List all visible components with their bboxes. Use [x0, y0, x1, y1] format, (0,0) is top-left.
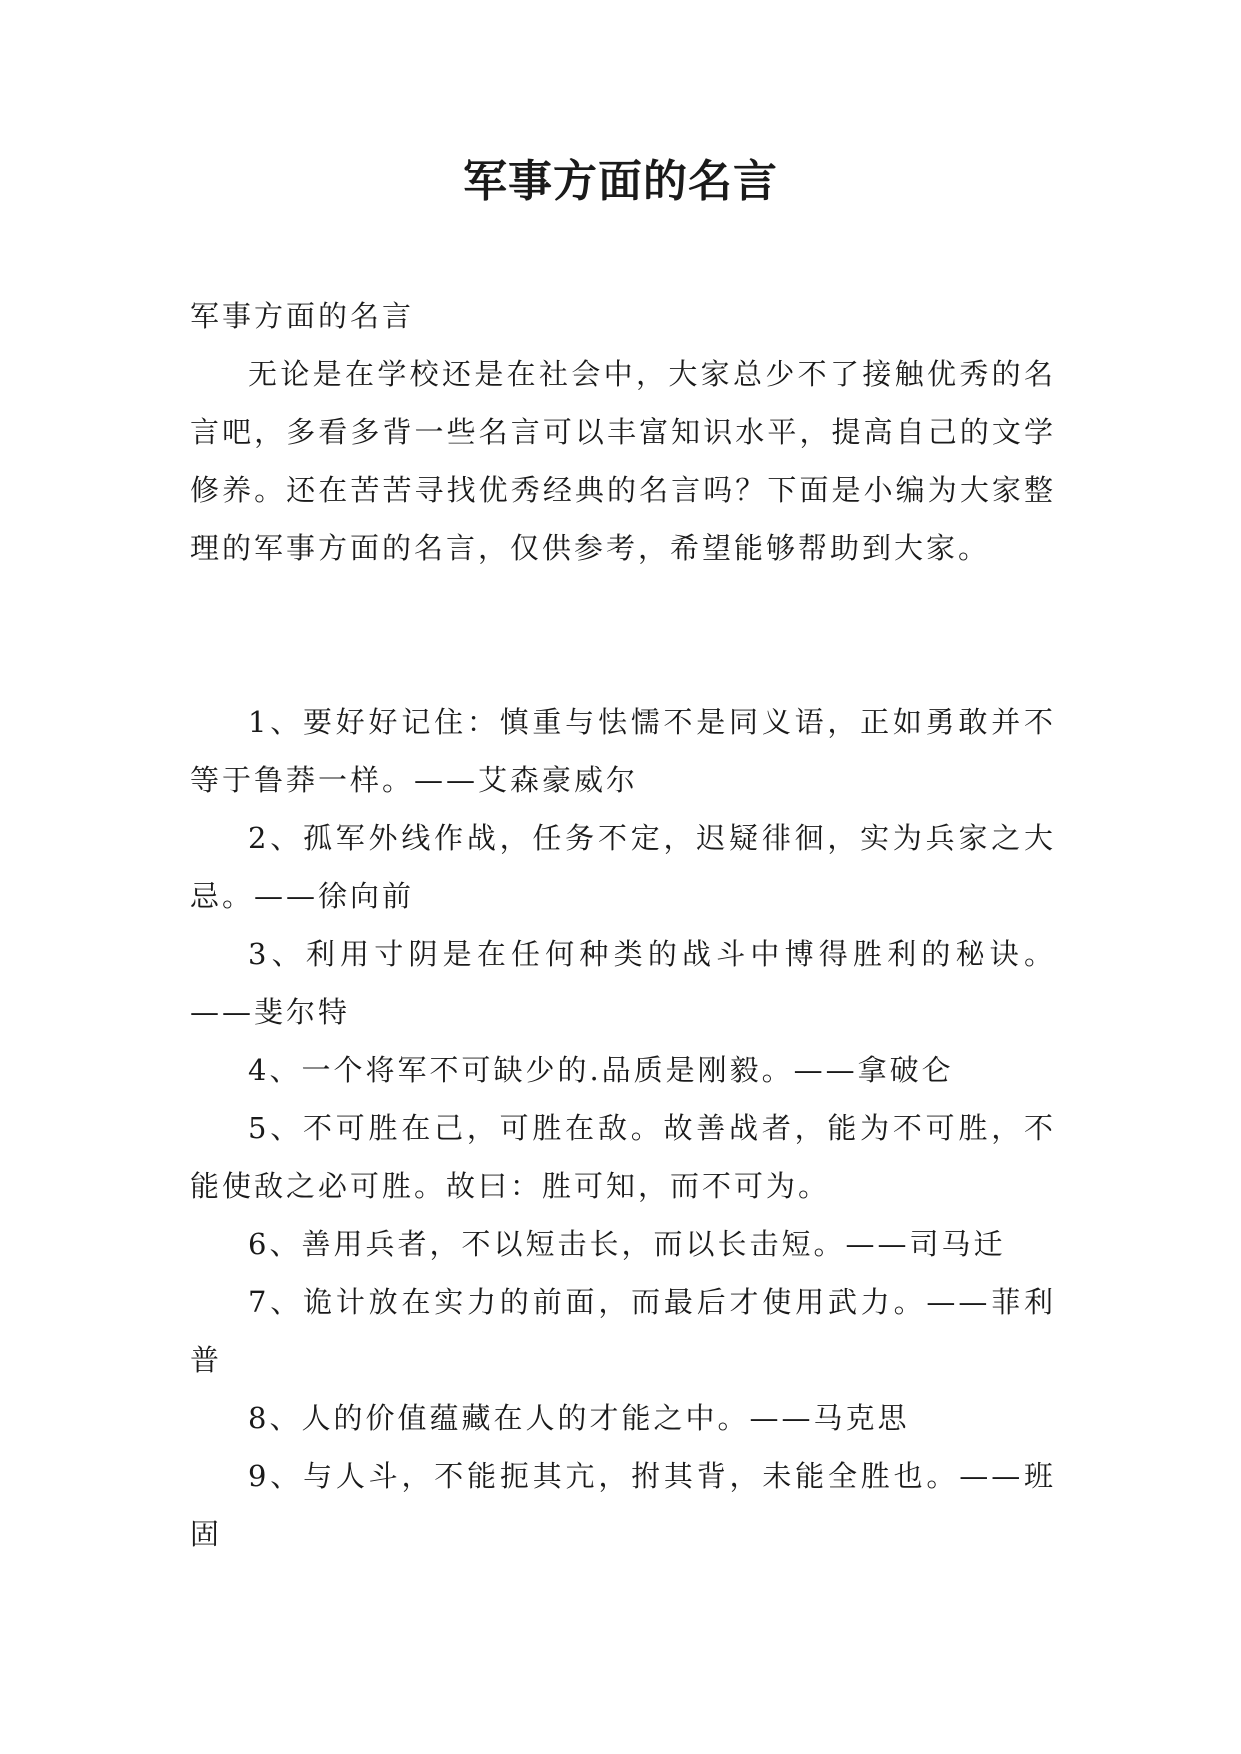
quote-item: 3、利用寸阴是在任何种类的战斗中博得胜利的秘诀。——斐尔特	[190, 937, 1056, 1029]
paragraph-spacer	[190, 577, 1056, 693]
quote-item: 1、要好好记住：慎重与怯懦不是同义语，正如勇敢并不等于鲁莽一样。——艾森豪威尔	[190, 705, 1056, 797]
quote-item: 7、诡计放在实力的前面，而最后才使用武力。——菲利普	[190, 1285, 1056, 1377]
quote-item: 2、孤军外线作战，任务不定，迟疑徘徊，实为兵家之大忌。——徐向前	[190, 821, 1056, 913]
quote-item: 6、善用兵者，不以短击长，而以长击短。——司马迁	[248, 1227, 1006, 1261]
document-title: 军事方面的名言	[463, 156, 778, 207]
quote-item: 9、与人斗，不能扼其亢，拊其背，未能全胜也。——班固	[190, 1459, 1056, 1551]
document-subtitle: 军事方面的名言	[190, 299, 415, 333]
quote-item: 5、不可胜在己，可胜在敌。故善战者，能为不可胜，不能使敌之必可胜。故曰：胜可知，而不可为。	[190, 1111, 1056, 1203]
document-body	[190, 287, 1056, 1563]
quote-item: 8、人的价值蕴藏在人的才能之中。——马克思	[248, 1401, 910, 1435]
intro-paragraph: 无论是在学校还是在社会中，大家总少不了接触优秀的名言吧，多看多背一些名言可以丰富知识水平，提高自己的文学修养。还在苦苦寻找优秀经典的名言吗？下面是小编为大家整理的军事方面的名言，仅供参考，希望能够帮助到大家。	[190, 357, 1056, 565]
quote-item: 4、一个将军不可缺少的.品质是刚毅。——拿破仑	[248, 1053, 954, 1087]
